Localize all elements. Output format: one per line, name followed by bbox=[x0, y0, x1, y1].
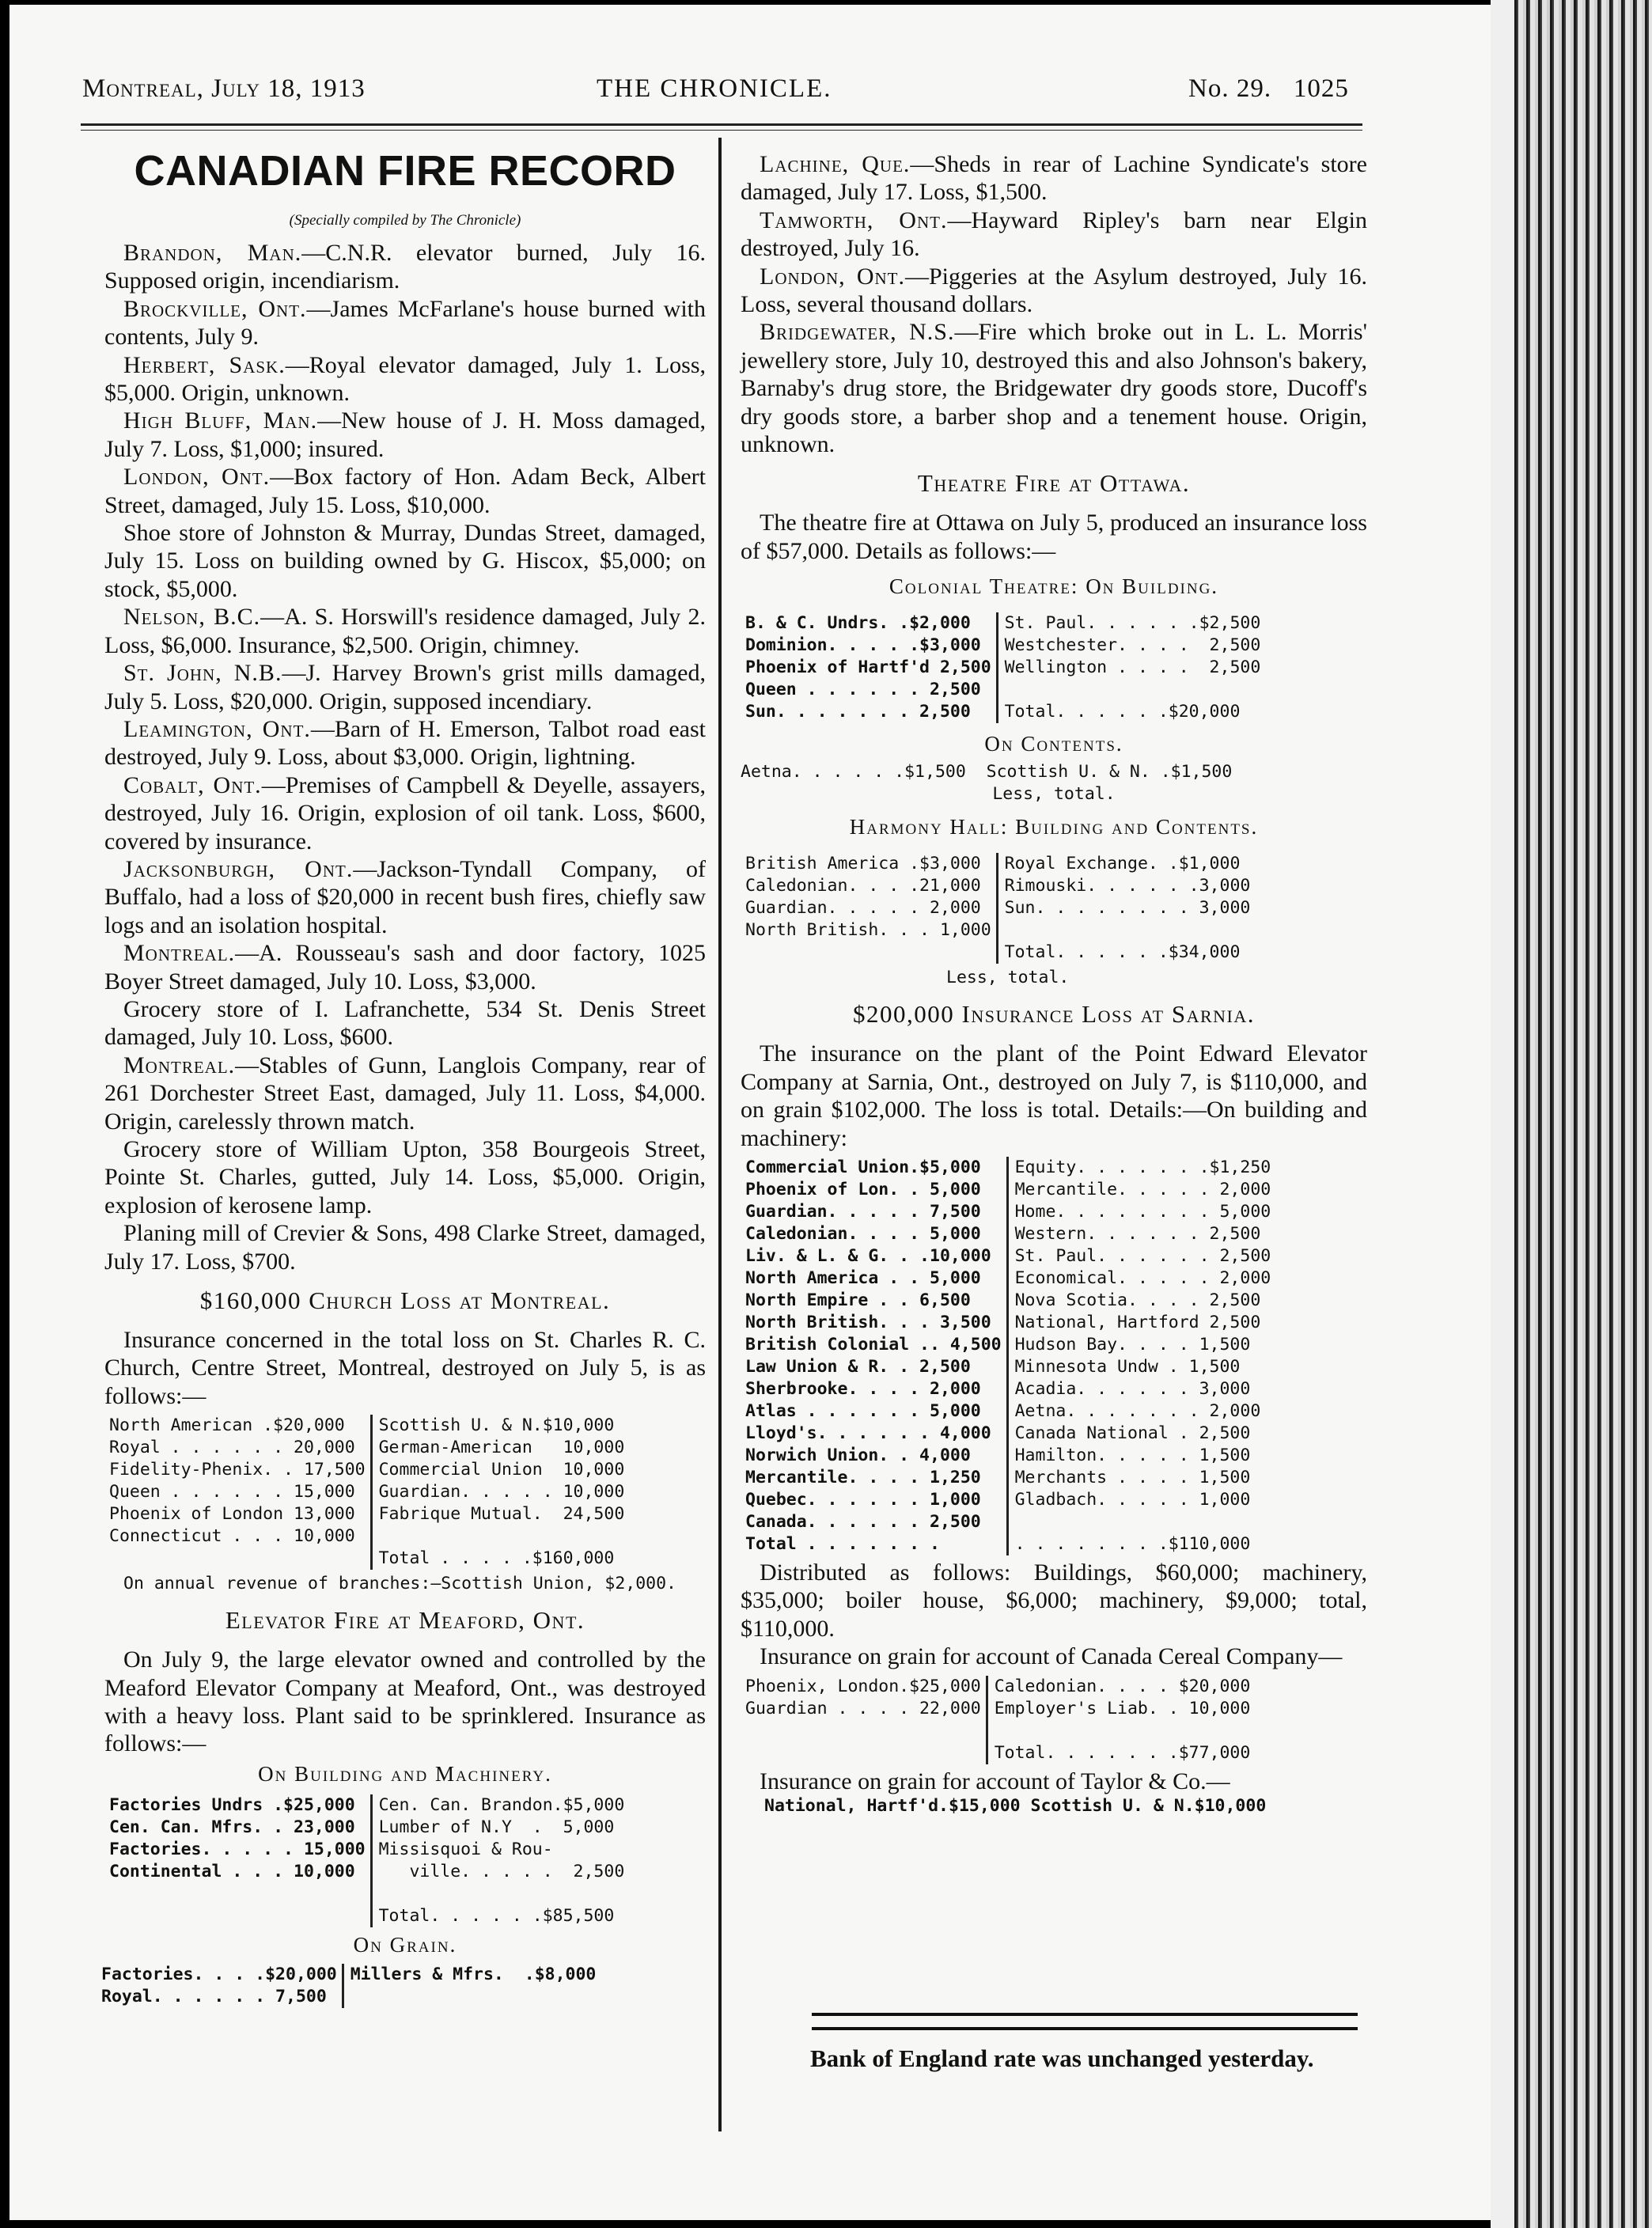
fire-item-text: —Royal elevator damaged, July 1. Loss, $5,000. Origin, unknown. bbox=[104, 351, 706, 407]
table-row: Total . . . . . . . bbox=[745, 1533, 940, 1554]
fire-item-text: Planing mill of Crevier & Sons, 498 Clarke Street, damaged, July 17. Loss, $700. bbox=[104, 1220, 706, 1275]
table-row: Queen . . . . . . 15,000 bbox=[109, 1482, 355, 1502]
table-row: Sun. . . . . . . . 3,000 bbox=[1004, 898, 1251, 919]
table-row: Nova Scotia. . . . 2,500 bbox=[1014, 1290, 1261, 1310]
grain-subheading: On Grain. bbox=[353, 1932, 457, 1957]
fire-item-place: Tamworth, Ont. bbox=[760, 207, 948, 233]
harmony-table bbox=[745, 853, 1367, 964]
fire-item-place: Brockville, Ont. bbox=[123, 295, 307, 322]
table-row: Fidelity-Phenix. . 17,500 bbox=[109, 1460, 366, 1480]
table-row: Canada National . 2,500 bbox=[1014, 1423, 1251, 1443]
fire-item-place: Montreal. bbox=[123, 940, 236, 967]
taylor-line: National, Hartf'd.$15,000 Scottish U. & N.$10,000 bbox=[764, 1795, 1267, 1816]
table-row: Factories. . . . . 15,000 bbox=[109, 1839, 366, 1859]
table-row: Home. . . . . . . . 5,000 bbox=[1014, 1201, 1271, 1222]
table-row: Sun. . . . . . . 2,500 bbox=[745, 702, 971, 722]
fire-item-text: —A. S. Horswill's residence damaged, July 2. Loss, $6,000. Insurance, $2,500. Origin, chimney. bbox=[104, 604, 707, 658]
colonial-table-left bbox=[745, 612, 998, 723]
fire-item bbox=[741, 263, 1367, 319]
table-row: Wellington . . . . 2,500 bbox=[1004, 657, 1261, 678]
fire-item bbox=[104, 659, 706, 715]
fire-item-place: Lachine, Que. bbox=[760, 151, 911, 177]
table-row: Lumber of N.Y . 5,000 bbox=[378, 1817, 615, 1837]
table-row: Law Union & R. . 2,500 bbox=[745, 1356, 971, 1377]
table-row: North British. . . 3,500 bbox=[745, 1312, 991, 1332]
contents-heading: On Contents. bbox=[984, 732, 1123, 756]
fire-item bbox=[104, 519, 706, 603]
table-row: British Colonial .. 4,500 bbox=[745, 1334, 1002, 1355]
table-row: Atlas . . . . . . 5,000 bbox=[745, 1400, 981, 1421]
table-row: Mercantile. . . . 1,250 bbox=[745, 1467, 981, 1487]
table-row bbox=[1015, 1511, 1271, 1533]
fire-item-text: —Fire which broke out in L. L. Morris' jewellery store, July 10, destroyed this and also Johnson's bakery, Barnaby's drug store, the Bridgewater dry goods store, Ducoff's dry goods store, a barber shop and a tenement house. Origin, unknown. bbox=[741, 319, 1367, 458]
contents-line: Aetna. . . . . .$1,500 Scottish U. & N. .$1,500 bbox=[741, 762, 1233, 782]
table-row: Connecticut . . . 10,000 bbox=[109, 1526, 355, 1547]
fire-item-text: —Jackson-Tyndall Company, of Buffalo, had a loss of $20,000 in recent bush fires, chiefly saw logs and an isolation hospital. bbox=[104, 855, 706, 938]
colonial-heading: Colonial Theatre: On Building. bbox=[889, 574, 1219, 599]
fire-item bbox=[104, 351, 706, 407]
fire-item bbox=[104, 603, 706, 659]
fire-item-place: Brandon, Man. bbox=[123, 240, 302, 266]
table-row: Cen. Can. Brandon.$5,000 bbox=[378, 1794, 625, 1815]
fire-item bbox=[104, 1135, 706, 1219]
colonial-table-right bbox=[998, 612, 1261, 723]
fire-item-text: —Hayward Ripley's barn near Elgin destroyed, July 16. bbox=[741, 207, 1368, 262]
page-margin-strip bbox=[1491, 0, 1514, 2228]
header-number: No. 29. 1025 bbox=[1188, 74, 1349, 103]
table-row: North America . . 5,000 bbox=[745, 1267, 981, 1288]
sarnia-table-left bbox=[745, 1157, 1009, 1555]
bank-rate-line: Bank of England rate was unchanged yesterday. bbox=[810, 2044, 1314, 2072]
table-row: Canada. . . . . . 2,500 bbox=[745, 1511, 981, 1532]
sarnia-heading: $200,000 Insurance Loss at Sarnia. bbox=[853, 1000, 1255, 1029]
fire-item-text: —Barn of H. Emerson, Talbot road east destroyed, July 9. Loss, about $3,000. Origin, lightning. bbox=[104, 715, 706, 771]
table-row: Western. . . . . . 2,500 bbox=[1014, 1223, 1261, 1244]
harmony-table-right bbox=[998, 853, 1251, 964]
table-row: ville. . . . . 2,500 bbox=[378, 1861, 625, 1881]
table-row: Fabrique Mutual. 24,500 bbox=[378, 1504, 625, 1525]
table-row: Liv. & L. & G. . .10,000 bbox=[745, 1245, 991, 1266]
header-title: THE CHRONICLE. bbox=[597, 74, 832, 103]
fire-item-text: Grocery store of William Upton, 358 Bourgeois Street, Pointe St. Charles, gutted, July 14. Loss, $5,000. Origin, explosion of kerosene lamp. bbox=[104, 1136, 706, 1218]
grain-table bbox=[101, 1964, 706, 2008]
table-row: Continental . . . 10,000 bbox=[109, 1861, 355, 1881]
fire-item bbox=[104, 855, 706, 939]
fire-item-text: Shoe store of Johnston & Murray, Dundas Street, damaged, July 15. Loss on building owned by G. Hiscox, $5,000; on stock, $5,000. bbox=[104, 520, 706, 602]
cereal-table-left bbox=[745, 1676, 988, 1764]
table-row: Commercial Union.$5,000 bbox=[745, 1157, 981, 1177]
table-row: North Empire . . 6,500 bbox=[745, 1290, 971, 1310]
fire-item-text: —Premises of Campbell & Deyelle, assayers, destroyed, July 16. Origin, explosion of oil tank. Loss, $600, covered by insurance. bbox=[104, 771, 706, 854]
section-title: CANADIAN FIRE RECORD bbox=[134, 147, 676, 195]
sarnia-table-right bbox=[1009, 1157, 1271, 1555]
table-row: Scottish U. & N.$10,000 bbox=[378, 1415, 615, 1436]
newspaper-page bbox=[9, 5, 1491, 2220]
table-row: Merchants . . . . 1,500 bbox=[1014, 1467, 1251, 1487]
table-row: . . . . . . . .$110,000 bbox=[1014, 1533, 1251, 1554]
table-row: Phoenix of Hartf'd 2,500 bbox=[745, 657, 991, 678]
table-row: German-American 10,000 bbox=[378, 1438, 625, 1458]
fire-item-text: —C.N.R. elevator burned, July 16. Supposed origin, incendiarism. bbox=[104, 240, 706, 294]
table-row: St. Paul. . . . . .$2,500 bbox=[1004, 613, 1261, 634]
fire-item bbox=[104, 239, 706, 295]
elevator-table-right bbox=[373, 1794, 625, 1927]
table-row: Guardian. . . . . 10,000 bbox=[378, 1482, 625, 1502]
header-rule bbox=[81, 123, 1362, 126]
theatre-text: The theatre fire at Ottawa on July 5, produced an insurance loss of $57,000. Details as follows:— bbox=[741, 510, 1367, 564]
cereal-table-right bbox=[988, 1676, 1251, 1764]
fire-item-text: —Sheds in rear of Lachine Syndicate's store damaged, July 17. Loss, $1,500. bbox=[741, 151, 1367, 206]
table-row: Hamilton. . . . . 1,500 bbox=[1014, 1445, 1251, 1465]
fire-items bbox=[104, 239, 706, 1275]
church-table-right bbox=[373, 1415, 625, 1570]
table-row: Caledonian. . . .21,000 bbox=[745, 876, 981, 896]
table-row: Factories Undrs .$25,000 bbox=[109, 1794, 355, 1815]
table-row: Hudson Bay. . . . 1,500 bbox=[1014, 1334, 1251, 1355]
church-heading: $160,000 Church Loss at Montreal. bbox=[199, 1286, 611, 1315]
table-row: Acadia. . . . . . 3,000 bbox=[1014, 1378, 1251, 1399]
table-row: St. Paul. . . . . . 2,500 bbox=[1014, 1245, 1271, 1266]
grain-table-left bbox=[101, 1964, 344, 2008]
church-table bbox=[109, 1415, 706, 1570]
fire-item-place: Cobalt, Ont. bbox=[123, 771, 262, 798]
table-row: North American .$20,000 bbox=[109, 1415, 345, 1436]
cereal-table bbox=[745, 1676, 1367, 1764]
fire-item bbox=[104, 939, 706, 995]
table-row: Millers & Mfrs. .$8,000 bbox=[350, 1964, 597, 1984]
table-row: Royal Exchange. .$1,000 bbox=[1004, 854, 1241, 874]
table-row bbox=[1005, 919, 1251, 942]
header-date: Montreal, July 18, 1913 bbox=[82, 74, 366, 103]
theatre-heading: Theatre Fire at Ottawa. bbox=[917, 469, 1191, 498]
table-row: Sherbrooke. . . . 2,000 bbox=[745, 1378, 981, 1399]
fire-item-place: London, Ont. bbox=[123, 464, 271, 491]
column-divider bbox=[718, 138, 722, 2131]
table-row: Norwich Union. . 4,000 bbox=[745, 1445, 971, 1465]
elevator-subheading: On Building and Machinery. bbox=[258, 1761, 552, 1786]
table-row: Caledonian. . . . 5,000 bbox=[745, 1223, 981, 1244]
fire-item bbox=[104, 295, 706, 351]
table-row: Guardian. . . . . 2,000 bbox=[745, 898, 981, 919]
fire-item-text: —New house of J. H. Moss damaged, July 7. Loss, $1,000; insured. bbox=[104, 407, 706, 462]
table-row: Caledonian. . . . $20,000 bbox=[994, 1676, 1251, 1696]
sarnia-text: The insurance on the plant of the Point Edward Elevator Company at Sarnia, Ont., destroyed on July 7, is $110,000, and on grain $102,000. The loss is total. Details:—On building and machinery: bbox=[741, 1040, 1367, 1151]
book-edge bbox=[1491, 0, 1652, 2228]
taylor-text: Insurance on grain for account of Taylor & Co.— bbox=[760, 1768, 1230, 1794]
fire-item bbox=[104, 995, 706, 1051]
table-row: Guardian. . . . . 7,500 bbox=[745, 1201, 981, 1222]
table-row bbox=[995, 1720, 1251, 1742]
table-row bbox=[379, 1883, 625, 1905]
table-row: Employer's Liab. . 10,000 bbox=[994, 1698, 1251, 1718]
table-row: Missisquoi & Rou- bbox=[378, 1839, 553, 1859]
elevator-text: On July 9, the large elevator owned and controlled by the Meaford Elevator Company at Meaford, Ont., was destroyed with a heavy loss. Plant said to be sprinklered. Insurance as follows:— bbox=[104, 1646, 706, 1757]
table-row: British America .$3,000 bbox=[745, 854, 981, 874]
fire-item-place: Bridgewater, N.S. bbox=[760, 319, 955, 346]
fire-item bbox=[104, 1051, 706, 1135]
table-row: Minnesota Undw . 1,500 bbox=[1014, 1356, 1241, 1377]
closing-double-rule bbox=[812, 2013, 1358, 2030]
table-row: Total . . . . .$160,000 bbox=[378, 1548, 615, 1569]
table-row bbox=[1005, 679, 1261, 701]
table-row: Phoenix of London 13,000 bbox=[109, 1504, 355, 1525]
table-row: Equity. . . . . . .$1,250 bbox=[1014, 1157, 1271, 1177]
fire-item bbox=[104, 715, 706, 771]
right-column bbox=[741, 150, 1367, 1817]
table-row: Phoenix, London.$25,000 bbox=[745, 1676, 981, 1696]
fire-item-text: —J. Harvey Brown's grist mills damaged, July 5. Loss, $20,000. Origin, supposed incendiary. bbox=[104, 660, 707, 714]
fire-item bbox=[104, 407, 706, 463]
fire-item-place: Jacksonburgh, Ont. bbox=[123, 855, 354, 882]
table-row: Quebec. . . . . . 1,000 bbox=[745, 1489, 981, 1510]
fire-item-text: —Box factory of Hon. Adam Beck, Albert Street, damaged, July 15. Loss, $10,000. bbox=[104, 464, 706, 518]
elevator-table-left bbox=[109, 1794, 373, 1927]
table-row: Westchester. . . . 2,500 bbox=[1004, 635, 1261, 656]
fire-item-place: Herbert, Sask. bbox=[123, 351, 286, 378]
fire-item bbox=[741, 318, 1367, 458]
distributed-text: Distributed as follows: Buildings, $60,000; machinery, $35,000; boiler house, $6,000; machinery, $9,000; total, $110,000. bbox=[741, 1559, 1367, 1642]
table-row: Cen. Can. Mfrs. . 23,000 bbox=[109, 1817, 355, 1837]
fire-item bbox=[741, 150, 1367, 207]
fire-item-place: St. John, N.B. bbox=[123, 660, 282, 687]
table-row: Royal. . . . . . 7,500 bbox=[101, 1986, 327, 2006]
fire-item-place: Leamington, Ont. bbox=[123, 715, 311, 742]
table-row: Lloyd's. . . . . . 4,000 bbox=[745, 1423, 991, 1443]
table-row: Gladbach. . . . . 1,000 bbox=[1014, 1489, 1251, 1510]
fire-item-text: —Piggeries at the Asylum destroyed, July 16. Loss, several thousand dollars. bbox=[741, 263, 1368, 318]
fire-item-place: High Bluff, Man. bbox=[123, 407, 318, 434]
table-row: Guardian . . . . 22,000 bbox=[745, 1698, 981, 1718]
elevator-table bbox=[109, 1794, 706, 1927]
elevator-heading: Elevator Fire at Meaford, Ont. bbox=[225, 1606, 585, 1635]
fire-item bbox=[104, 463, 706, 519]
colonial-table bbox=[745, 612, 1367, 723]
harmony-note: Less, total. bbox=[946, 968, 1070, 988]
grain-text: Insurance on grain for account of Canada Cereal Company— bbox=[760, 1643, 1343, 1670]
fire-item-place: Nelson, B.C. bbox=[123, 604, 261, 631]
table-row: Economical. . . . . 2,000 bbox=[1014, 1267, 1271, 1288]
table-row bbox=[379, 1525, 625, 1548]
grain-table-right bbox=[344, 1964, 597, 2008]
table-row: Total. . . . . .$34,000 bbox=[1004, 942, 1241, 963]
table-row: North British. . . 1,000 bbox=[745, 920, 991, 941]
fire-item-place: Montreal. bbox=[123, 1051, 236, 1078]
fire-item-text: —Stables of Gunn, Langlois Company, rear of 261 Dorchester Street East, damaged, July 11. Loss, $4,000. Origin, carelessly thrown match. bbox=[104, 1051, 706, 1135]
table-row: Phoenix of Lon. . 5,000 bbox=[745, 1179, 981, 1199]
fire-item bbox=[741, 207, 1367, 263]
table-row: Mercantile. . . . . 2,000 bbox=[1014, 1179, 1271, 1199]
table-row: B. & C. Undrs. .$2,000 bbox=[745, 613, 971, 634]
section-subtitle: (Specially compiled by The Chronicle) bbox=[289, 212, 521, 229]
table-row: Factories. . . .$20,000 bbox=[101, 1964, 337, 1984]
header-rule-thin bbox=[81, 130, 1362, 131]
sarnia-table bbox=[745, 1157, 1367, 1555]
table-row: Rimouski. . . . . .3,000 bbox=[1004, 876, 1251, 896]
table-row: Queen . . . . . . 2,500 bbox=[745, 680, 981, 700]
church-note: On annual revenue of branches:—Scottish Union, $2,000. bbox=[123, 1574, 676, 1594]
table-row: Total. . . . . .$20,000 bbox=[1004, 702, 1241, 722]
table-row: Dominion. . . . .$3,000 bbox=[745, 635, 981, 656]
fire-item-text: —A. Rousseau's sash and door factory, 1025 Boyer Street damaged, July 10. Loss, $3,000. bbox=[104, 940, 706, 995]
table-row: Commercial Union 10,000 bbox=[378, 1460, 625, 1480]
fire-item-text: Grocery store of I. Lafranchette, 534 St. Denis Street damaged, July 10. Loss, $600. bbox=[104, 995, 706, 1051]
table-row: National, Hartford 2,500 bbox=[1014, 1312, 1261, 1332]
fire-item-text: —James McFarlane's house burned with contents, July 9. bbox=[104, 295, 706, 350]
left-column bbox=[101, 139, 707, 2011]
table-row: Total. . . . . .$85,500 bbox=[378, 1905, 615, 1926]
table-row: Aetna. . . . . . . 2,000 bbox=[1014, 1400, 1261, 1421]
contents-note: Less, total. bbox=[992, 784, 1116, 805]
table-row: Royal . . . . . . 20,000 bbox=[109, 1438, 355, 1458]
harmony-heading: Harmony Hall: Building and Contents. bbox=[849, 815, 1259, 839]
fire-item-place: London, Ont. bbox=[760, 263, 905, 290]
fire-item bbox=[104, 771, 706, 855]
harmony-table-left bbox=[745, 853, 998, 964]
table-row: Total. . . . . . .$77,000 bbox=[994, 1742, 1251, 1763]
fire-items-right bbox=[741, 150, 1367, 458]
church-table-left bbox=[109, 1415, 373, 1570]
church-text: Insurance concerned in the total loss on St. Charles R. C. Church, Centre Street, Montreal, destroyed on July 5, is as follows:— bbox=[104, 1327, 706, 1409]
fire-item bbox=[104, 1219, 706, 1275]
